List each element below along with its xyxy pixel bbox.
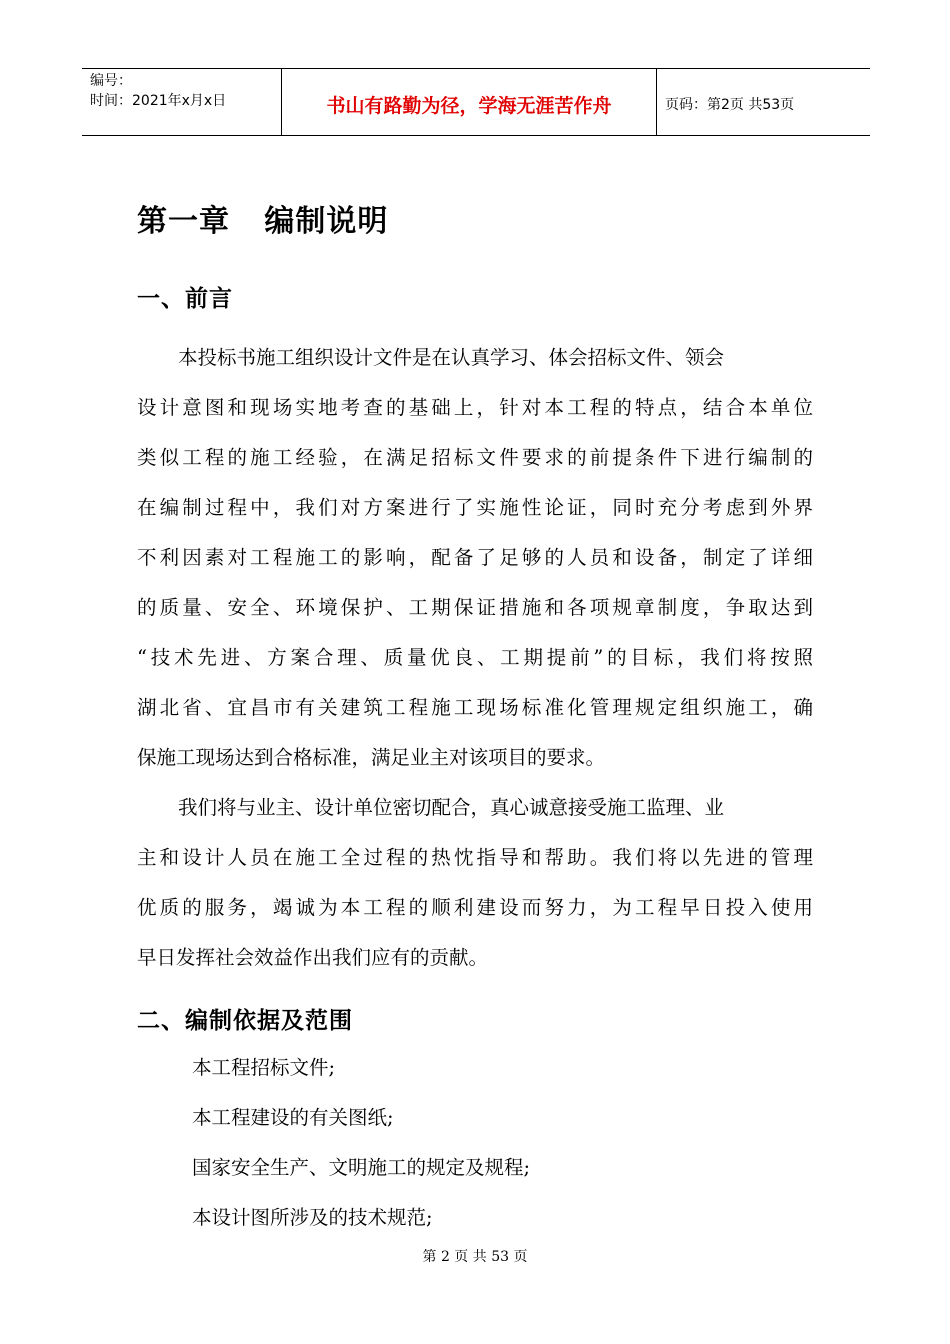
paragraph-line: 在编制过程中，我们对方案进行了实施性论证，同时充分考虑到外界	[137, 496, 813, 519]
list-item: 国家安全生产、文明施工的规定及规程;	[192, 1156, 531, 1179]
paragraph-line: 湖北省、宜昌市有关建筑工程施工现场标准化管理规定组织施工，确	[137, 696, 813, 719]
chapter-title: 第一章 编制说明	[137, 204, 389, 239]
header-meta	[82, 69, 282, 135]
list-item: 本工程招标文件;	[192, 1056, 336, 1079]
paragraph-line: 本投标书施工组织设计文件是在认真学习、体会招标文件、领会	[178, 346, 725, 369]
paragraph-line: 主和设计人员在施工全过程的热忱指导和帮助。我们将以先进的管理	[137, 846, 813, 869]
paragraph-line: 不利因素对工程施工的影响，配备了足够的人员和设备，制定了详细	[137, 546, 813, 569]
section-title-basis: 二、编制依据及范围	[137, 1008, 353, 1034]
paragraph-line: 早日发挥社会效益作出我们应有的贡献。	[137, 946, 489, 969]
header-page-info: 页码：第2页 共53页	[665, 97, 795, 113]
page-footer: 第 2 页 共 53 页	[422, 1249, 528, 1265]
section-title-preface: 一、前言	[137, 286, 233, 312]
list-item: 本工程建设的有关图纸;	[192, 1106, 394, 1129]
paragraph-line: 的质量、安全、环境保护、工期保证措施和各项规章制度，争取达到	[137, 596, 813, 619]
paragraph-line: 类似工程的施工经验，在满足招标文件要求的前提条件下进行编制的	[137, 446, 813, 469]
paragraph-line: 设计意图和现场实地考查的基础上，针对本工程的特点，结合本单位	[137, 396, 813, 419]
paragraph-line: 保施工现场达到合格标准，满足业主对该项目的要求。	[137, 746, 606, 769]
header-motto: 书山有路勤为径，学海无涯苦作舟	[282, 69, 657, 135]
paragraph-line: 我们将与业主、设计单位密切配合，真心诚意接受施工监理、业	[178, 796, 725, 819]
paragraph-line: “技术先进、方案合理、质量优良、工期提前”的目标，我们将按照	[137, 646, 813, 669]
time-label: 时间：2021年x月x日	[90, 93, 227, 109]
number-label: 编号：	[90, 73, 132, 89]
paragraph-line: 优质的服务，竭诚为本工程的顺利建设而努力，为工程早日投入使用	[137, 896, 813, 919]
list-item: 本设计图所涉及的技术规范;	[192, 1206, 433, 1229]
page-header	[82, 68, 870, 136]
